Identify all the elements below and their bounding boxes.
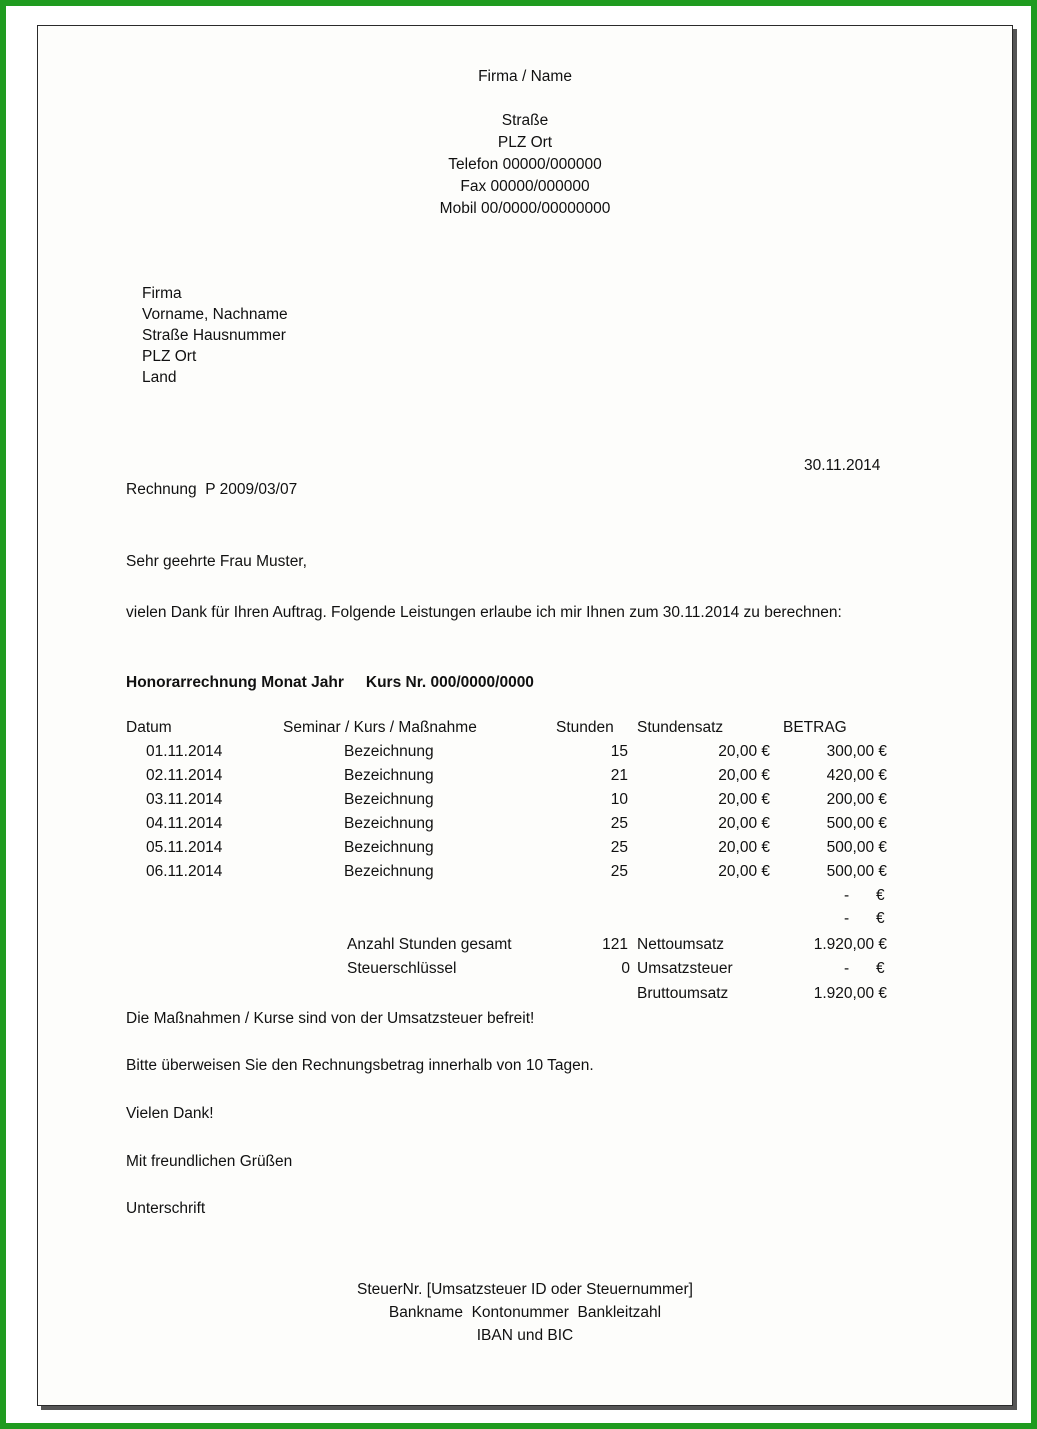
row-hours: 25 bbox=[610, 839, 628, 856]
total-hours-label: Anzahl Stunden gesamt bbox=[347, 936, 512, 953]
document-frame bbox=[6, 6, 1031, 1423]
row-description: Bezeichnung bbox=[344, 863, 434, 880]
sender-fax: Fax 00000/000000 bbox=[460, 178, 590, 195]
invoice-page bbox=[37, 25, 1013, 1406]
vat-label: Umsatzsteuer bbox=[637, 960, 733, 977]
tax-key-value: 0 bbox=[621, 960, 630, 977]
invoice-date: 30.11.2014 bbox=[804, 457, 881, 474]
row-rate: 20,00 € bbox=[718, 767, 770, 784]
net-label: Nettoumsatz bbox=[637, 936, 725, 953]
invoice-heading bbox=[126, 674, 534, 692]
signature-text: Unterschrift bbox=[126, 1200, 206, 1217]
footer-tax: SteuerNr. [Umsatzsteuer ID oder Steuernummer] bbox=[357, 1281, 693, 1298]
row-rate: 20,00 € bbox=[718, 863, 770, 880]
regards-text: Mit freundlichen Grüßen bbox=[126, 1153, 293, 1170]
sender-street: Straße bbox=[501, 112, 549, 129]
footer-block bbox=[38, 1278, 1012, 1347]
empty-amount-currency: € bbox=[876, 887, 885, 904]
row-hours: 21 bbox=[610, 767, 628, 784]
tax-exempt-note: Die Maßnahmen / Kurse sind von der Umsatzsteuer befreit! bbox=[126, 1010, 535, 1027]
salutation: Sehr geehrte Frau Muster, bbox=[126, 553, 307, 570]
row-description: Bezeichnung bbox=[344, 767, 434, 784]
heading-course: Kurs Nr. 000/0000/0000 bbox=[365, 674, 534, 691]
empty-amount-currency: € bbox=[876, 910, 885, 927]
recipient-city: PLZ Ort bbox=[142, 348, 197, 365]
row-date: 03.11.2014 bbox=[146, 791, 223, 808]
row-date: 06.11.2014 bbox=[146, 863, 223, 880]
invoice-number: Rechnung P 2009/03/07 bbox=[126, 481, 298, 498]
empty-amount-dash: - bbox=[844, 910, 850, 927]
row-description: Bezeichnung bbox=[344, 791, 434, 808]
footer-bank: Bankname Kontonummer Bankleitzahl bbox=[388, 1304, 662, 1321]
row-description: Bezeichnung bbox=[344, 815, 434, 832]
row-date: 02.11.2014 bbox=[146, 767, 223, 784]
row-date: 05.11.2014 bbox=[146, 839, 223, 856]
row-hours: 15 bbox=[610, 743, 628, 760]
sender-mobile: Mobil 00/0000/00000000 bbox=[439, 200, 611, 217]
row-amount: 500,00 € bbox=[826, 863, 887, 880]
gross-label: Bruttoumsatz bbox=[637, 985, 729, 1002]
heading-title: Honorarrechnung Monat Jahr bbox=[126, 674, 344, 691]
empty-amount-dash: - bbox=[844, 887, 850, 904]
col-header-seminar: Seminar / Kurs / Maßnahme bbox=[283, 719, 477, 736]
col-header-rate: Stundensatz bbox=[637, 719, 724, 736]
row-amount: 500,00 € bbox=[826, 815, 887, 832]
row-rate: 20,00 € bbox=[718, 791, 770, 808]
net-value: 1.920,00 € bbox=[813, 936, 887, 953]
recipient-country: Land bbox=[142, 369, 177, 386]
col-header-amount: BETRAG bbox=[783, 719, 847, 736]
row-hours: 10 bbox=[610, 791, 628, 808]
row-amount: 200,00 € bbox=[826, 791, 887, 808]
thanks-text: Vielen Dank! bbox=[126, 1105, 214, 1122]
sender-block bbox=[38, 66, 1012, 220]
sender-name: Firma / Name bbox=[478, 68, 572, 85]
tax-key-label: Steuerschlüssel bbox=[347, 960, 457, 977]
vat-currency: € bbox=[876, 960, 885, 977]
footer-iban: IBAN und BIC bbox=[476, 1327, 574, 1344]
payment-note: Bitte überweisen Sie den Rechnungsbetrag innerhalb von 10 Tagen. bbox=[126, 1057, 594, 1074]
row-date: 04.11.2014 bbox=[146, 815, 223, 832]
col-header-date: Datum bbox=[126, 719, 172, 736]
gross-value: 1.920,00 € bbox=[813, 985, 887, 1002]
recipient-company: Firma bbox=[142, 285, 182, 302]
row-description: Bezeichnung bbox=[344, 743, 434, 760]
recipient-street: Straße Hausnummer bbox=[142, 327, 286, 344]
row-rate: 20,00 € bbox=[718, 815, 770, 832]
row-amount: 500,00 € bbox=[826, 839, 887, 856]
intro-text: vielen Dank für Ihren Auftrag. Folgende Leistungen erlaube ich mir Ihnen zum 30.11.2014 zu berechnen: bbox=[126, 604, 842, 621]
row-rate: 20,00 € bbox=[718, 839, 770, 856]
row-rate: 20,00 € bbox=[718, 743, 770, 760]
row-hours: 25 bbox=[610, 863, 628, 880]
recipient-address bbox=[142, 283, 288, 388]
col-header-hours: Stunden bbox=[556, 719, 614, 736]
total-hours-value: 121 bbox=[602, 936, 628, 953]
vat-dash: - bbox=[844, 960, 850, 977]
sender-phone: Telefon 00000/000000 bbox=[448, 156, 602, 173]
row-hours: 25 bbox=[610, 815, 628, 832]
sender-city: PLZ Ort bbox=[497, 134, 553, 151]
row-date: 01.11.2014 bbox=[146, 743, 223, 760]
recipient-person: Vorname, Nachname bbox=[142, 306, 288, 323]
row-amount: 420,00 € bbox=[826, 767, 887, 784]
row-description: Bezeichnung bbox=[344, 839, 434, 856]
row-amount: 300,00 € bbox=[826, 743, 887, 760]
